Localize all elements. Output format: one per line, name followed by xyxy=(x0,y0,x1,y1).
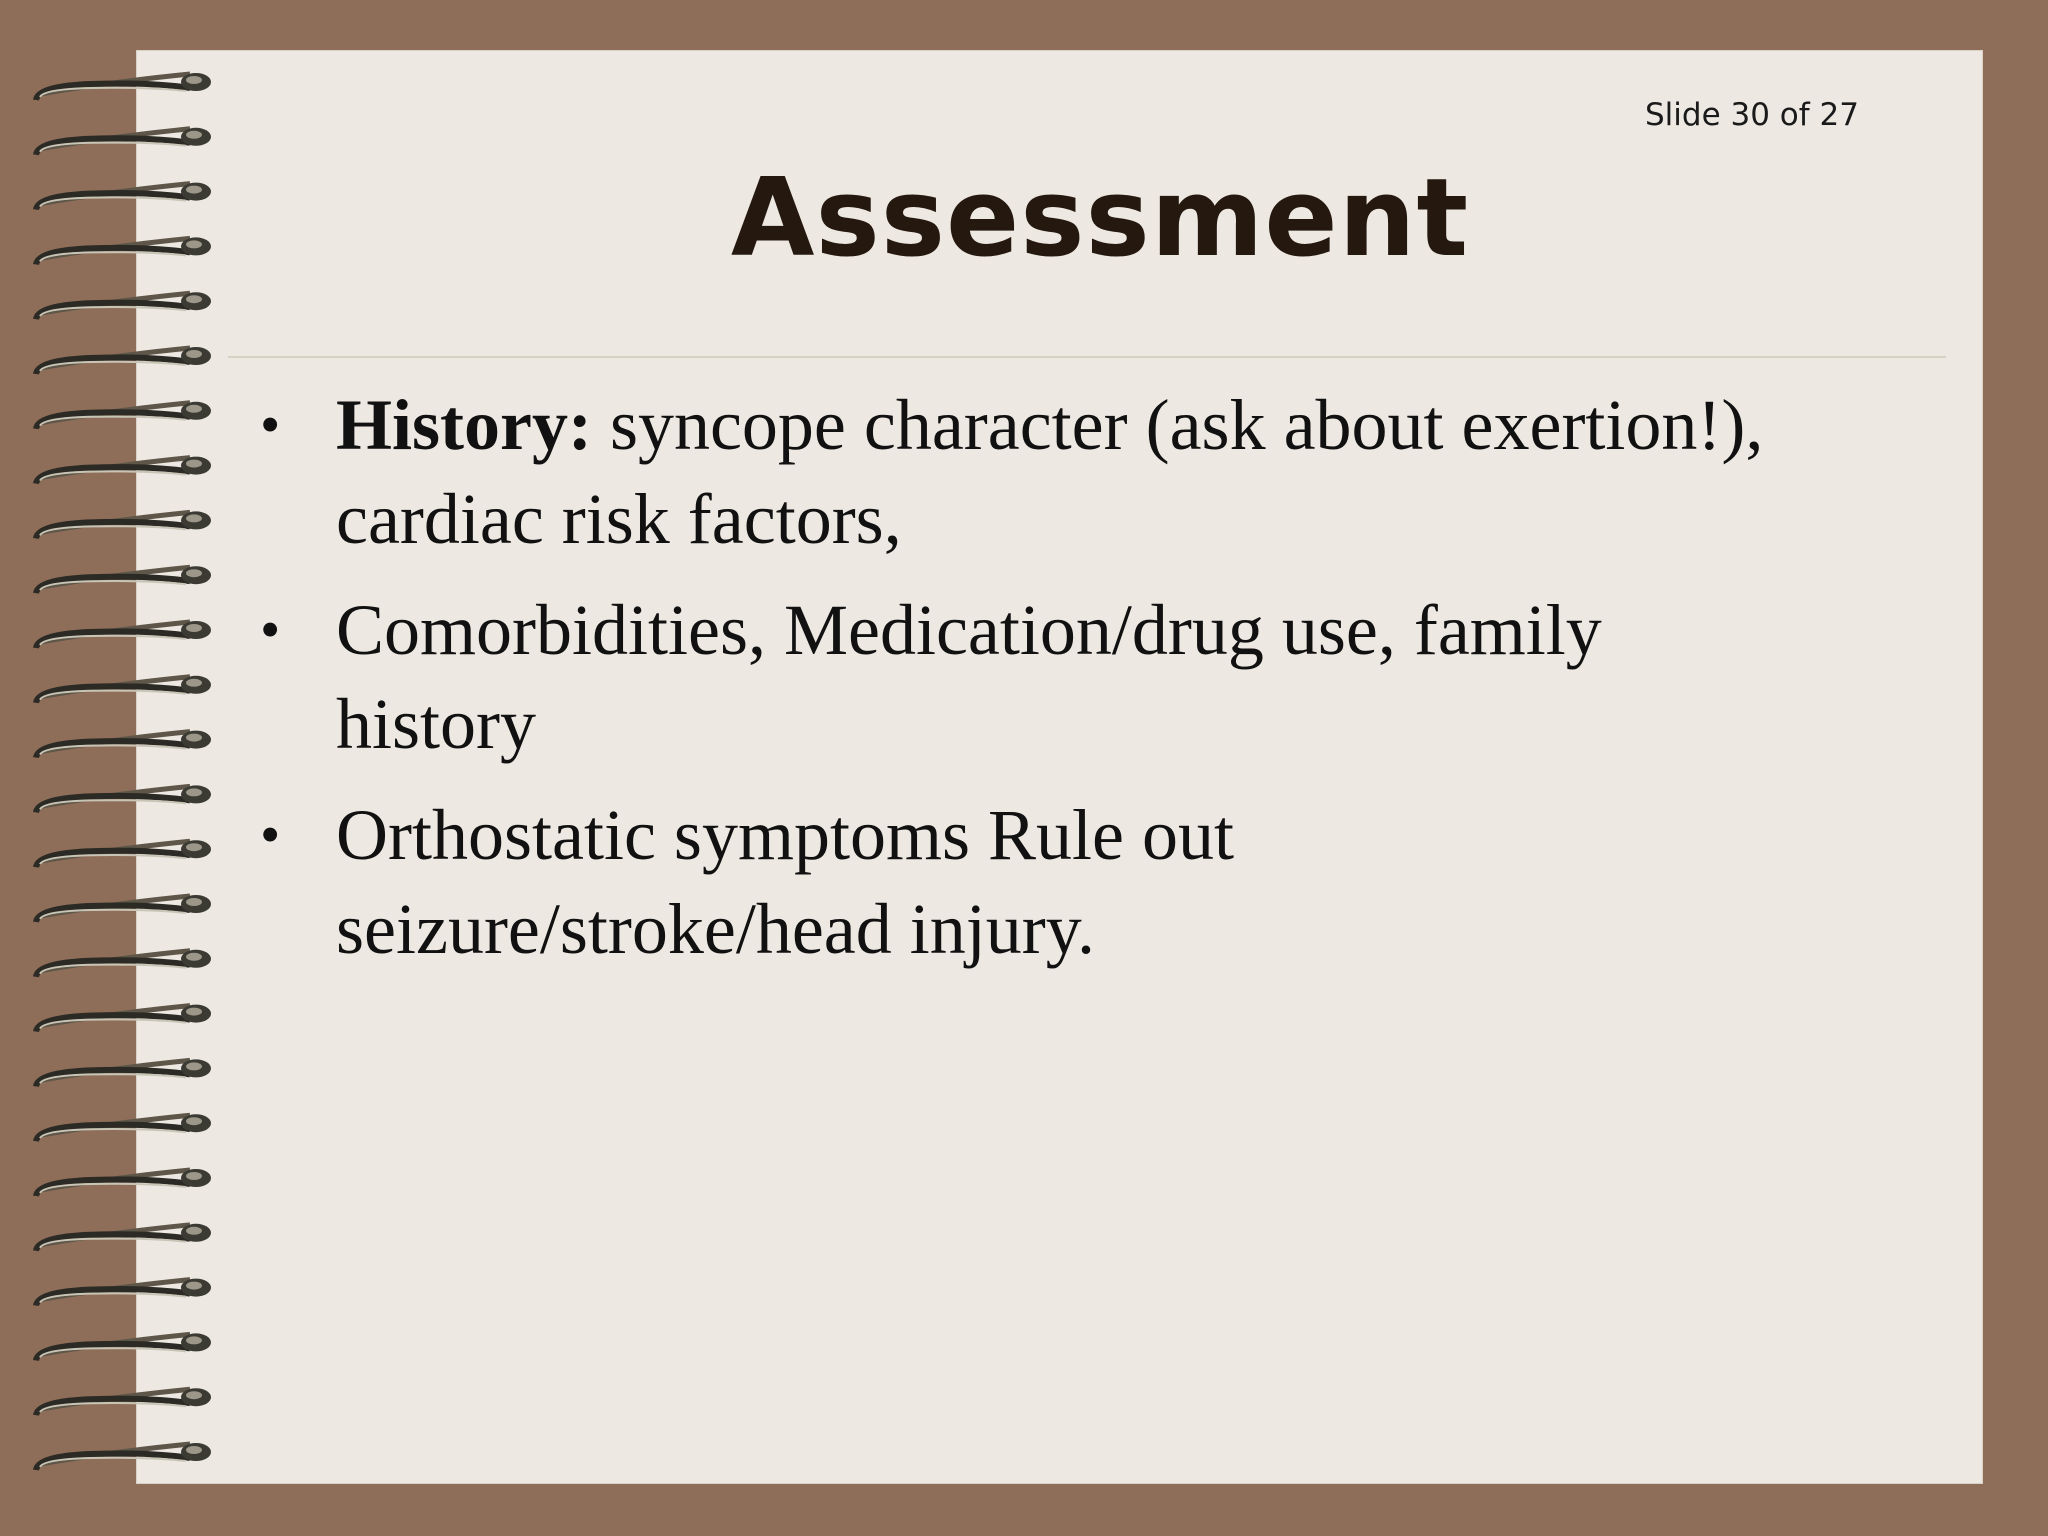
spiral-ring xyxy=(36,1169,211,1196)
spiral-ring xyxy=(36,347,211,374)
spiral-binding xyxy=(0,0,240,1536)
spiral-ring xyxy=(36,128,211,155)
spiral-ring xyxy=(36,292,211,319)
bullet-text: syncope character (ask about exertion!), xyxy=(591,385,1764,465)
spiral-ring xyxy=(36,676,211,703)
list-item xyxy=(250,583,1950,771)
page-title: Assessment xyxy=(730,156,1470,281)
bullet-list xyxy=(250,378,1950,993)
spiral-ring xyxy=(36,457,211,484)
spiral-ring xyxy=(36,950,211,977)
bullet-icon: • xyxy=(260,802,281,867)
spiral-ring xyxy=(36,1005,211,1032)
bullet-text: Orthostatic symptoms Rule out xyxy=(336,795,1234,875)
spiral-ring xyxy=(36,785,211,812)
spiral-ring xyxy=(36,840,211,867)
spiral-ring xyxy=(36,1443,211,1470)
list-item xyxy=(250,788,1950,976)
bullet-text: seizure/stroke/head injury. xyxy=(336,889,1096,969)
slide-counter: Slide 30 of 27 xyxy=(1645,97,1859,133)
spiral-ring xyxy=(36,895,211,922)
title-divider xyxy=(228,356,1946,358)
spiral-ring xyxy=(36,183,211,210)
spiral-ring xyxy=(36,566,211,593)
bullet-text: Comorbidities, Medication/drug use, family xyxy=(336,590,1602,670)
bullet-icon: • xyxy=(260,392,281,457)
spiral-ring xyxy=(36,237,211,264)
bullet-text: cardiac risk factors, xyxy=(336,479,902,559)
bullet-bold-lead: History: xyxy=(336,385,592,465)
spiral-ring xyxy=(36,1388,211,1415)
spiral-ring xyxy=(36,1114,211,1141)
bullet-text: history xyxy=(336,684,537,764)
spiral-ring xyxy=(36,1224,211,1251)
spiral-ring xyxy=(36,621,211,648)
spiral-ring xyxy=(36,73,211,100)
spiral-ring xyxy=(36,1059,211,1086)
spiral-ring xyxy=(36,731,211,758)
spiral-ring xyxy=(36,402,211,429)
list-item xyxy=(250,378,1950,566)
spiral-ring xyxy=(36,511,211,538)
bullet-icon: • xyxy=(260,597,281,662)
spiral-ring xyxy=(36,1279,211,1306)
spiral-ring xyxy=(36,1333,211,1360)
